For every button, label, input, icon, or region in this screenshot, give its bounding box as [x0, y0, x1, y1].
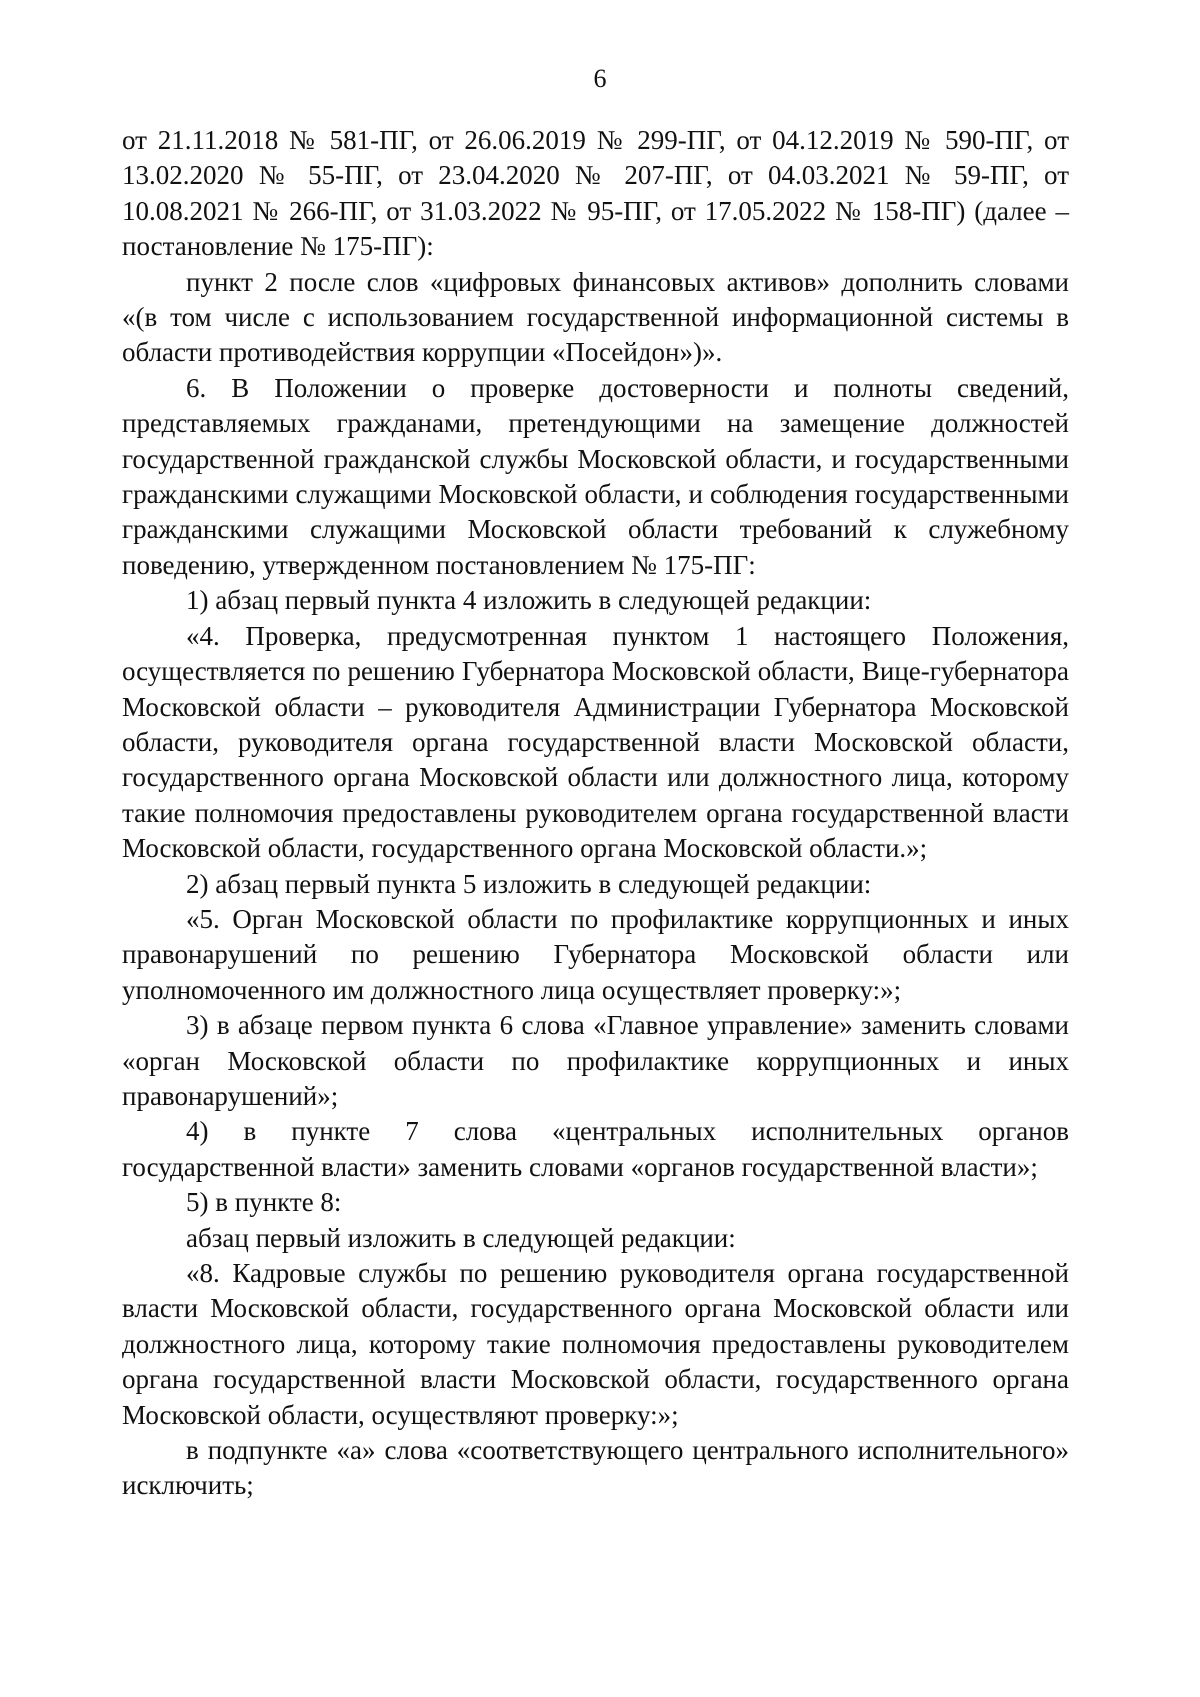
- paragraph-quote-point-4: «4. Проверка, предусмотренная пунктом 1 настоящего Положения, осуществляется по решению Губернатора Московской области, Вице-губернатора Московской области – руководителя Администрации Губернатора Московской области, руководителя органа государственной власти Московской области, государственного органа Московской области или должностного лица, которому такие полномочия предоставлены руководителем органа государственной власти Московской области, государственного органа Московской области.»;: [122, 620, 1069, 864]
- paragraph-quote-point-5: «5. Орган Московской области по профилактике коррупционных и иных правонарушений по решению Губернатора Московской области или уполномоченного им должностного лица осуществляет проверку:»;: [122, 903, 1069, 1005]
- paragraph-amendments-list: от 21.11.2018 № 581-ПГ, от 26.06.2019 № 299-ПГ, от 04.12.2019 № 590-ПГ, от 13.02.2020 № 55-ПГ, от 23.04.2020 № 207-ПГ, от 04.03.2021 № 59-ПГ, от 10.08.2021 № 266-ПГ, от 31.03.2022 № 95-ПГ, от 17.05.2022 № 158-ПГ) (далее – постановление № 175-ПГ):: [122, 125, 1069, 262]
- paragraph-quote-point-8: «8. Кадровые службы по решению руководителя органа государственной власти Московской области, государственного органа Московской области или должностного лица, которому такие полномочия предоставлены руководителем органа государственной власти Московской области, государственного органа Московской области, осуществляют проверку:»;: [122, 1258, 1069, 1430]
- document-body: [122, 123, 1069, 1504]
- paragraph-point-2-addition: пункт 2 после слов «цифровых финансовых активов» дополнить словами «(в том числе с использованием государственной информационной системы в области противодействия коррупции «Посейдон»)».: [122, 266, 1069, 368]
- paragraph-item-3: 3) в абзаце первом пункта 6 слова «Главное управление» заменить словами «орган Московской области по профилактике коррупционных и иных правонарушений»;: [122, 1010, 1069, 1111]
- paragraph-item-1: 1) абзац первый пункта 4 изложить в следующей редакции:: [186, 585, 872, 616]
- paragraph-subpoint-a: в подпункте «а» слова «соответствующего центрального исполнительного» исключить;: [122, 1435, 1069, 1501]
- paragraph-item-5: 5) в пункте 8:: [186, 1187, 342, 1218]
- paragraph-section-6-intro: 6. В Положении о проверке достоверности и полноты сведений, представляемых гражданами, претендующими на замещение должностей государственной гражданской службы Московской области, и государственными гражданскими служащими Московской области, и соблюдения государственными гражданскими служащими Московской области требований к служебному поведению, утвержденном постановлением № 175-ПГ:: [122, 372, 1069, 580]
- page-number: 6: [593, 64, 607, 93]
- paragraph-first-abzac: абзац первый изложить в следующей редакции:: [186, 1222, 736, 1253]
- paragraph-item-4: 4) в пункте 7 слова «центральных исполнительных органов государственной власти» заменить словами «органов государственной власти»;: [122, 1116, 1069, 1182]
- paragraph-item-2: 2) абзац первый пункта 5 изложить в следующей редакции:: [186, 868, 872, 899]
